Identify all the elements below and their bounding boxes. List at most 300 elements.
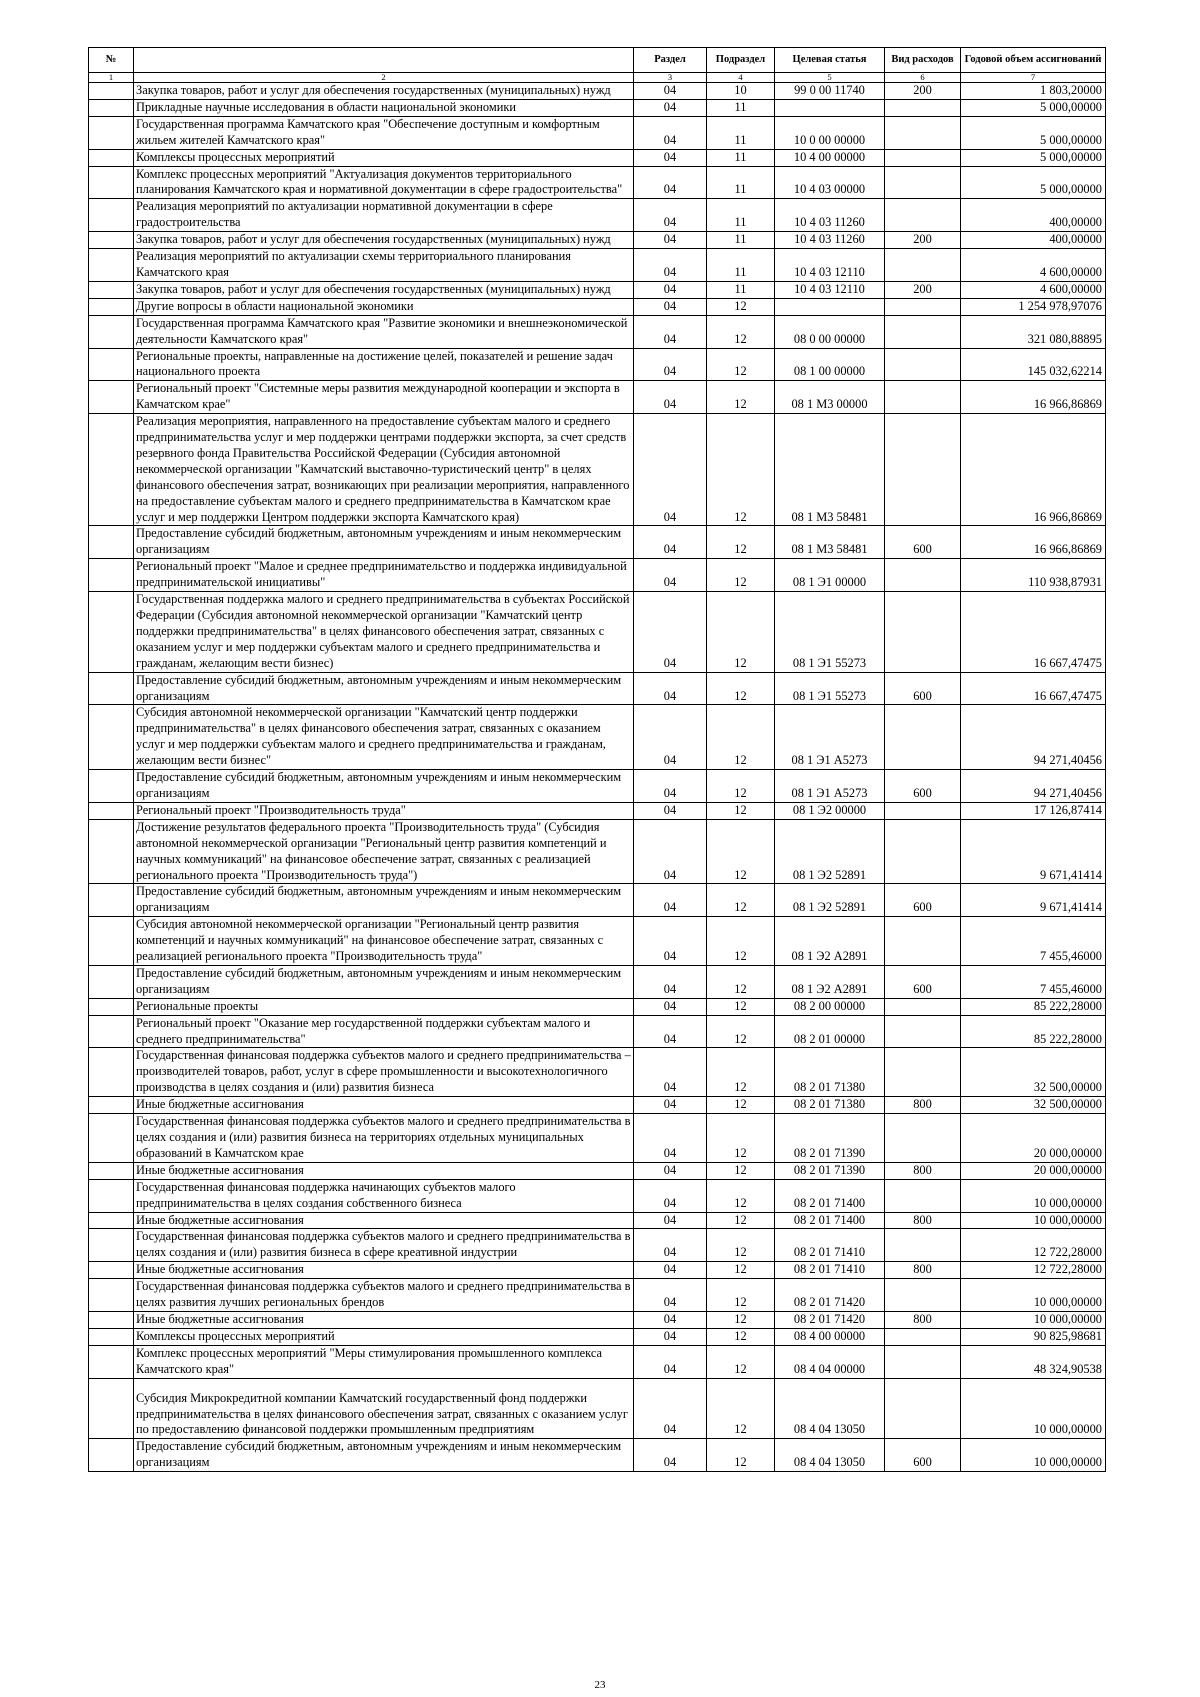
target-cell: 08 1 М3 00000 bbox=[775, 381, 885, 414]
table-body bbox=[89, 83, 1106, 1472]
header-number-2: 2 bbox=[134, 73, 634, 83]
header-target: Целевая статья bbox=[775, 48, 885, 73]
header-number-4: 4 bbox=[707, 73, 775, 83]
table-row bbox=[89, 166, 1106, 199]
num-cell bbox=[89, 1229, 134, 1262]
podrazdel-cell: 11 bbox=[707, 281, 775, 298]
num-cell bbox=[89, 281, 134, 298]
num-cell bbox=[89, 232, 134, 249]
vid-cell bbox=[885, 802, 961, 819]
target-cell: 08 2 01 71390 bbox=[775, 1114, 885, 1163]
name-cell: Предоставление субсидий бюджетным, автономным учреждениям и иным некоммерческим организациям bbox=[134, 1439, 634, 1472]
target-cell: 08 4 04 00000 bbox=[775, 1345, 885, 1378]
amount-cell: 16 667,47475 bbox=[961, 672, 1106, 705]
vid-cell bbox=[885, 1345, 961, 1378]
vid-cell: 800 bbox=[885, 1162, 961, 1179]
num-cell bbox=[89, 298, 134, 315]
header-number-3: 3 bbox=[634, 73, 707, 83]
table-row bbox=[89, 965, 1106, 998]
table-row bbox=[89, 1311, 1106, 1328]
podrazdel-cell: 12 bbox=[707, 348, 775, 381]
razdel-cell: 04 bbox=[634, 1097, 707, 1114]
num-cell bbox=[89, 1162, 134, 1179]
podrazdel-cell: 12 bbox=[707, 802, 775, 819]
name-cell: Достижение результатов федерального проекта "Производительность труда" (Субсидия автономной некоммерческой организации "Региональный центр развития компетенций и научных коммуникаций" на финансовое обеспечение затрат, связанных с реализацией регионального проекта "Производительность труда") bbox=[134, 819, 634, 884]
table-row bbox=[89, 1328, 1106, 1345]
razdel-cell: 04 bbox=[634, 1439, 707, 1472]
num-cell bbox=[89, 1262, 134, 1279]
table-row bbox=[89, 1097, 1106, 1114]
amount-cell: 10 000,00000 bbox=[961, 1279, 1106, 1312]
amount-cell: 4 600,00000 bbox=[961, 281, 1106, 298]
name-cell: Комплексы процессных мероприятий bbox=[134, 1328, 634, 1345]
table-row bbox=[89, 116, 1106, 149]
page-number: 23 bbox=[594, 1679, 606, 1691]
vid-cell bbox=[885, 315, 961, 348]
table-row bbox=[89, 1439, 1106, 1472]
num-cell bbox=[89, 1311, 134, 1328]
target-cell: 08 4 00 00000 bbox=[775, 1328, 885, 1345]
target-cell: 10 4 03 00000 bbox=[775, 166, 885, 199]
razdel-cell: 04 bbox=[634, 1311, 707, 1328]
num-cell bbox=[89, 1378, 134, 1439]
razdel-cell: 04 bbox=[634, 965, 707, 998]
amount-cell: 321 080,88895 bbox=[961, 315, 1106, 348]
header-number-6: 6 bbox=[885, 73, 961, 83]
target-cell: 08 1 М3 58481 bbox=[775, 414, 885, 526]
vid-cell bbox=[885, 381, 961, 414]
razdel-cell: 04 bbox=[634, 1179, 707, 1212]
vid-cell bbox=[885, 1048, 961, 1097]
num-cell bbox=[89, 249, 134, 282]
target-cell bbox=[775, 298, 885, 315]
name-cell: Предоставление субсидий бюджетным, автономным учреждениям и иным некоммерческим организациям bbox=[134, 965, 634, 998]
header-podrazdel: Подраздел bbox=[707, 48, 775, 73]
table-row bbox=[89, 149, 1106, 166]
razdel-cell: 04 bbox=[634, 99, 707, 116]
table-row bbox=[89, 802, 1106, 819]
amount-cell: 10 000,00000 bbox=[961, 1212, 1106, 1229]
vid-cell bbox=[885, 1179, 961, 1212]
amount-cell: 1 803,20000 bbox=[961, 83, 1106, 100]
razdel-cell: 04 bbox=[634, 802, 707, 819]
table-row bbox=[89, 819, 1106, 884]
amount-cell: 16 966,86869 bbox=[961, 526, 1106, 559]
header-name bbox=[134, 48, 634, 73]
vid-cell bbox=[885, 1378, 961, 1439]
name-cell: Реализация мероприятий по актуализации нормативной документации в сфере градостроительства bbox=[134, 199, 634, 232]
table-row bbox=[89, 348, 1106, 381]
vid-cell bbox=[885, 559, 961, 592]
num-cell bbox=[89, 83, 134, 100]
vid-cell bbox=[885, 1114, 961, 1163]
razdel-cell: 04 bbox=[634, 1048, 707, 1097]
num-cell bbox=[89, 1328, 134, 1345]
razdel-cell: 04 bbox=[634, 1162, 707, 1179]
razdel-cell: 04 bbox=[634, 592, 707, 673]
name-cell: Иные бюджетные ассигнования bbox=[134, 1262, 634, 1279]
name-cell: Государственная финансовая поддержка субъектов малого и среднего предпринимательства в целях развития лучших региональных брендов bbox=[134, 1279, 634, 1312]
table-header-numbers-row bbox=[89, 73, 1106, 83]
header-number-7: 7 bbox=[961, 73, 1106, 83]
target-cell bbox=[775, 99, 885, 116]
target-cell: 08 1 Э1 А5273 bbox=[775, 705, 885, 770]
name-cell: Государственная финансовая поддержка субъектов малого и среднего предпринимательства в целях создания и (или) развития бизнеса на территориях отдельных муниципальных образований в Камчатском крае bbox=[134, 1114, 634, 1163]
podrazdel-cell: 12 bbox=[707, 1345, 775, 1378]
amount-cell: 94 271,40456 bbox=[961, 770, 1106, 803]
amount-cell: 20 000,00000 bbox=[961, 1162, 1106, 1179]
razdel-cell: 04 bbox=[634, 1015, 707, 1048]
podrazdel-cell: 12 bbox=[707, 672, 775, 705]
num-cell bbox=[89, 1114, 134, 1163]
podrazdel-cell: 12 bbox=[707, 705, 775, 770]
razdel-cell: 04 bbox=[634, 770, 707, 803]
target-cell: 10 0 00 00000 bbox=[775, 116, 885, 149]
amount-cell: 7 455,46000 bbox=[961, 917, 1106, 966]
podrazdel-cell: 12 bbox=[707, 1229, 775, 1262]
razdel-cell: 04 bbox=[634, 559, 707, 592]
target-cell: 08 1 Э1 А5273 bbox=[775, 770, 885, 803]
vid-cell bbox=[885, 166, 961, 199]
razdel-cell: 04 bbox=[634, 1229, 707, 1262]
razdel-cell: 04 bbox=[634, 998, 707, 1015]
podrazdel-cell: 12 bbox=[707, 819, 775, 884]
razdel-cell: 04 bbox=[634, 249, 707, 282]
podrazdel-cell: 12 bbox=[707, 559, 775, 592]
table-header-row bbox=[89, 48, 1106, 73]
razdel-cell: 04 bbox=[634, 199, 707, 232]
razdel-cell: 04 bbox=[634, 315, 707, 348]
name-cell: Региональный проект "Производительность труда" bbox=[134, 802, 634, 819]
podrazdel-cell: 12 bbox=[707, 965, 775, 998]
vid-cell: 600 bbox=[885, 884, 961, 917]
num-cell bbox=[89, 705, 134, 770]
vid-cell: 600 bbox=[885, 965, 961, 998]
num-cell bbox=[89, 199, 134, 232]
amount-cell: 85 222,28000 bbox=[961, 998, 1106, 1015]
vid-cell bbox=[885, 414, 961, 526]
amount-cell: 10 000,00000 bbox=[961, 1378, 1106, 1439]
vid-cell bbox=[885, 99, 961, 116]
podrazdel-cell: 11 bbox=[707, 199, 775, 232]
num-cell bbox=[89, 770, 134, 803]
num-cell bbox=[89, 348, 134, 381]
podrazdel-cell: 11 bbox=[707, 149, 775, 166]
vid-cell bbox=[885, 819, 961, 884]
razdel-cell: 04 bbox=[634, 116, 707, 149]
podrazdel-cell: 12 bbox=[707, 770, 775, 803]
table-row bbox=[89, 1229, 1106, 1262]
amount-cell: 20 000,00000 bbox=[961, 1114, 1106, 1163]
vid-cell: 600 bbox=[885, 1439, 961, 1472]
razdel-cell: 04 bbox=[634, 166, 707, 199]
podrazdel-cell: 12 bbox=[707, 1311, 775, 1328]
name-cell: Закупка товаров, работ и услуг для обеспечения государственных (муниципальных) нужд bbox=[134, 281, 634, 298]
name-cell: Реализация мероприятий по актуализации схемы территориального планирования Камчатского края bbox=[134, 249, 634, 282]
vid-cell bbox=[885, 199, 961, 232]
target-cell: 08 4 04 13050 bbox=[775, 1439, 885, 1472]
table-row bbox=[89, 592, 1106, 673]
podrazdel-cell: 12 bbox=[707, 998, 775, 1015]
num-cell bbox=[89, 381, 134, 414]
table-row bbox=[89, 672, 1106, 705]
target-cell: 08 1 Э2 А2891 bbox=[775, 917, 885, 966]
budget-table bbox=[88, 47, 1106, 1472]
podrazdel-cell: 11 bbox=[707, 99, 775, 116]
target-cell: 10 4 03 11260 bbox=[775, 232, 885, 249]
amount-cell: 5 000,00000 bbox=[961, 116, 1106, 149]
table-row bbox=[89, 249, 1106, 282]
name-cell: Комплексы процессных мероприятий bbox=[134, 149, 634, 166]
vid-cell bbox=[885, 149, 961, 166]
podrazdel-cell: 12 bbox=[707, 1439, 775, 1472]
podrazdel-cell: 12 bbox=[707, 592, 775, 673]
razdel-cell: 04 bbox=[634, 232, 707, 249]
name-cell: Региональный проект "Оказание мер государственной поддержки субъектам малого и среднего предпринимательства" bbox=[134, 1015, 634, 1048]
amount-cell: 10 000,00000 bbox=[961, 1439, 1106, 1472]
podrazdel-cell: 12 bbox=[707, 526, 775, 559]
target-cell: 08 0 00 00000 bbox=[775, 315, 885, 348]
target-cell: 08 2 01 71410 bbox=[775, 1229, 885, 1262]
name-cell: Предоставление субсидий бюджетным, автономным учреждениям и иным некоммерческим организациям bbox=[134, 526, 634, 559]
amount-cell: 17 126,87414 bbox=[961, 802, 1106, 819]
name-cell: Закупка товаров, работ и услуг для обеспечения государственных (муниципальных) нужд bbox=[134, 232, 634, 249]
header-num: № bbox=[89, 48, 134, 73]
name-cell: Государственная финансовая поддержка субъектов малого и среднего предпринимательства – производителей товаров, работ, услуг в сфере промышленности и высокотехнологичного производства в целях создания и (или) развития бизнеса bbox=[134, 1048, 634, 1097]
table-row bbox=[89, 526, 1106, 559]
table-row bbox=[89, 770, 1106, 803]
vid-cell bbox=[885, 1229, 961, 1262]
razdel-cell: 04 bbox=[634, 1345, 707, 1378]
num-cell bbox=[89, 592, 134, 673]
podrazdel-cell: 12 bbox=[707, 1378, 775, 1439]
amount-cell: 145 032,62214 bbox=[961, 348, 1106, 381]
table-row bbox=[89, 315, 1106, 348]
razdel-cell: 04 bbox=[634, 705, 707, 770]
target-cell: 08 1 00 00000 bbox=[775, 348, 885, 381]
razdel-cell: 04 bbox=[634, 884, 707, 917]
budget-table-sheet bbox=[88, 47, 1105, 1472]
name-cell: Иные бюджетные ассигнования bbox=[134, 1212, 634, 1229]
amount-cell: 10 000,00000 bbox=[961, 1311, 1106, 1328]
num-cell bbox=[89, 1439, 134, 1472]
num-cell bbox=[89, 1279, 134, 1312]
vid-cell: 600 bbox=[885, 672, 961, 705]
table-row bbox=[89, 1345, 1106, 1378]
num-cell bbox=[89, 819, 134, 884]
amount-cell: 1 254 978,97076 bbox=[961, 298, 1106, 315]
podrazdel-cell: 12 bbox=[707, 1328, 775, 1345]
name-cell: Другие вопросы в области национальной экономики bbox=[134, 298, 634, 315]
amount-cell: 94 271,40456 bbox=[961, 705, 1106, 770]
table-row bbox=[89, 1114, 1106, 1163]
header-amount: Годовой объем ассигнований bbox=[961, 48, 1106, 73]
header-number-1: 1 bbox=[89, 73, 134, 83]
target-cell: 08 2 01 71420 bbox=[775, 1279, 885, 1312]
target-cell: 10 4 03 12110 bbox=[775, 249, 885, 282]
table-row bbox=[89, 414, 1106, 526]
amount-cell: 16 966,86869 bbox=[961, 381, 1106, 414]
amount-cell: 16 667,47475 bbox=[961, 592, 1106, 673]
amount-cell: 12 722,28000 bbox=[961, 1262, 1106, 1279]
amount-cell: 5 000,00000 bbox=[961, 99, 1106, 116]
vid-cell: 200 bbox=[885, 232, 961, 249]
amount-cell: 48 324,90538 bbox=[961, 1345, 1106, 1378]
target-cell: 08 1 М3 58481 bbox=[775, 526, 885, 559]
num-cell bbox=[89, 149, 134, 166]
num-cell bbox=[89, 315, 134, 348]
razdel-cell: 04 bbox=[634, 83, 707, 100]
amount-cell: 110 938,87931 bbox=[961, 559, 1106, 592]
name-cell: Иные бюджетные ассигнования bbox=[134, 1097, 634, 1114]
num-cell bbox=[89, 166, 134, 199]
target-cell: 10 4 00 00000 bbox=[775, 149, 885, 166]
vid-cell: 800 bbox=[885, 1097, 961, 1114]
podrazdel-cell: 12 bbox=[707, 414, 775, 526]
podrazdel-cell: 12 bbox=[707, 1179, 775, 1212]
name-cell: Прикладные научные исследования в области национальной экономики bbox=[134, 99, 634, 116]
podrazdel-cell: 10 bbox=[707, 83, 775, 100]
target-cell: 08 2 01 71380 bbox=[775, 1097, 885, 1114]
podrazdel-cell: 12 bbox=[707, 381, 775, 414]
razdel-cell: 04 bbox=[634, 1262, 707, 1279]
num-cell bbox=[89, 559, 134, 592]
name-cell: Иные бюджетные ассигнования bbox=[134, 1311, 634, 1328]
razdel-cell: 04 bbox=[634, 414, 707, 526]
num-cell bbox=[89, 802, 134, 819]
amount-cell: 32 500,00000 bbox=[961, 1097, 1106, 1114]
podrazdel-cell: 12 bbox=[707, 298, 775, 315]
amount-cell: 5 000,00000 bbox=[961, 166, 1106, 199]
vid-cell bbox=[885, 116, 961, 149]
amount-cell: 9 671,41414 bbox=[961, 819, 1106, 884]
num-cell bbox=[89, 1179, 134, 1212]
target-cell: 08 1 Э1 55273 bbox=[775, 592, 885, 673]
target-cell: 10 4 03 12110 bbox=[775, 281, 885, 298]
target-cell: 08 1 Э2 А2891 bbox=[775, 965, 885, 998]
table-row bbox=[89, 381, 1106, 414]
name-cell: Реализация мероприятия, направленного на предоставление субъектам малого и среднего предпринимательства услуг и мер поддержки центрами поддержки экспорта, за счет средств резервного фонда Правительства Российской Федерации (Субсидия автономной некоммерческой организации "Камчатский выставочно-туристический центр" в целях финансового обеспечения затрат, возникающих при реализации мероприятия, направленного на предоставление субъектам малого и среднего предпринимательства в Камчатском крае услуг и мер поддержки Центром поддержки экспорта Камчатского края) bbox=[134, 414, 634, 526]
table-row bbox=[89, 1212, 1106, 1229]
podrazdel-cell: 12 bbox=[707, 1262, 775, 1279]
name-cell: Субсидия автономной некоммерческой организации "Камчатский центр поддержки предпринимательства" в целях финансового обеспечения затрат, связанных с оказанием услуг и мер поддержки субъектам малого и среднего предпринимательства и гражданам, желающим вести бизнес" bbox=[134, 705, 634, 770]
razdel-cell: 04 bbox=[634, 1378, 707, 1439]
name-cell: Закупка товаров, работ и услуг для обеспечения государственных (муниципальных) нужд bbox=[134, 83, 634, 100]
name-cell: Комплекс процессных мероприятий "Меры стимулирования промышленного комплекса Камчатского края" bbox=[134, 1345, 634, 1378]
name-cell: Государственная финансовая поддержка субъектов малого и среднего предпринимательства в целях создания и (или) развития бизнеса в сфере креативной индустрии bbox=[134, 1229, 634, 1262]
table-row bbox=[89, 1015, 1106, 1048]
vid-cell bbox=[885, 998, 961, 1015]
target-cell: 08 2 01 71400 bbox=[775, 1179, 885, 1212]
amount-cell: 9 671,41414 bbox=[961, 884, 1106, 917]
razdel-cell: 04 bbox=[634, 1279, 707, 1312]
razdel-cell: 04 bbox=[634, 672, 707, 705]
table-row bbox=[89, 281, 1106, 298]
table-row bbox=[89, 83, 1106, 100]
num-cell bbox=[89, 1097, 134, 1114]
podrazdel-cell: 12 bbox=[707, 315, 775, 348]
amount-cell: 10 000,00000 bbox=[961, 1179, 1106, 1212]
podrazdel-cell: 12 bbox=[707, 884, 775, 917]
table-row bbox=[89, 884, 1106, 917]
razdel-cell: 04 bbox=[634, 1212, 707, 1229]
podrazdel-cell: 11 bbox=[707, 232, 775, 249]
target-cell: 08 1 Э2 52891 bbox=[775, 819, 885, 884]
vid-cell bbox=[885, 1328, 961, 1345]
amount-cell: 85 222,28000 bbox=[961, 1015, 1106, 1048]
table-row bbox=[89, 1048, 1106, 1097]
amount-cell: 16 966,86869 bbox=[961, 414, 1106, 526]
vid-cell bbox=[885, 1015, 961, 1048]
target-cell: 10 4 03 11260 bbox=[775, 199, 885, 232]
vid-cell bbox=[885, 298, 961, 315]
vid-cell: 200 bbox=[885, 281, 961, 298]
table-row bbox=[89, 199, 1106, 232]
name-cell: Государственная поддержка малого и среднего предпринимательства в субъектах Российской Федерации (Субсидия автономной некоммерческой организации "Камчатский центр поддержки предпринимательства" в целях финансового обеспечения затрат, связанных с оказанием услуг и мер поддержки субъектам малого и среднего предпринимательства и гражданам, желающим вести бизнес) bbox=[134, 592, 634, 673]
podrazdel-cell: 11 bbox=[707, 116, 775, 149]
table-row bbox=[89, 1279, 1106, 1312]
table-row bbox=[89, 1179, 1106, 1212]
vid-cell: 800 bbox=[885, 1311, 961, 1328]
podrazdel-cell: 11 bbox=[707, 249, 775, 282]
target-cell: 08 2 01 71390 bbox=[775, 1162, 885, 1179]
target-cell: 08 2 01 71420 bbox=[775, 1311, 885, 1328]
amount-cell: 32 500,00000 bbox=[961, 1048, 1106, 1097]
podrazdel-cell: 12 bbox=[707, 1097, 775, 1114]
razdel-cell: 04 bbox=[634, 149, 707, 166]
num-cell bbox=[89, 884, 134, 917]
razdel-cell: 04 bbox=[634, 298, 707, 315]
num-cell bbox=[89, 116, 134, 149]
name-cell: Иные бюджетные ассигнования bbox=[134, 1162, 634, 1179]
podrazdel-cell: 12 bbox=[707, 1279, 775, 1312]
vid-cell bbox=[885, 1279, 961, 1312]
podrazdel-cell: 12 bbox=[707, 1212, 775, 1229]
table-row bbox=[89, 705, 1106, 770]
vid-cell: 600 bbox=[885, 526, 961, 559]
num-cell bbox=[89, 1345, 134, 1378]
table-row bbox=[89, 917, 1106, 966]
amount-cell: 400,00000 bbox=[961, 232, 1106, 249]
razdel-cell: 04 bbox=[634, 381, 707, 414]
name-cell: Субсидия автономной некоммерческой организации "Региональный центр развития компетенций и научных коммуникаций" на финансовое обеспечение затрат, связанных с реализацией регионального проекта "Производительность труда" bbox=[134, 917, 634, 966]
name-cell: Региональные проекты, направленные на достижение целей, показателей и решение задач национального проекта bbox=[134, 348, 634, 381]
table-row bbox=[89, 998, 1106, 1015]
vid-cell bbox=[885, 705, 961, 770]
razdel-cell: 04 bbox=[634, 281, 707, 298]
podrazdel-cell: 12 bbox=[707, 1048, 775, 1097]
vid-cell bbox=[885, 592, 961, 673]
amount-cell: 90 825,98681 bbox=[961, 1328, 1106, 1345]
razdel-cell: 04 bbox=[634, 819, 707, 884]
podrazdel-cell: 12 bbox=[707, 1015, 775, 1048]
table-row bbox=[89, 1378, 1106, 1439]
num-cell bbox=[89, 672, 134, 705]
target-cell: 08 1 Э2 52891 bbox=[775, 884, 885, 917]
vid-cell bbox=[885, 249, 961, 282]
table-row bbox=[89, 232, 1106, 249]
vid-cell: 600 bbox=[885, 770, 961, 803]
vid-cell: 200 bbox=[885, 83, 961, 100]
target-cell: 08 1 Э2 00000 bbox=[775, 802, 885, 819]
amount-cell: 7 455,46000 bbox=[961, 965, 1106, 998]
vid-cell bbox=[885, 348, 961, 381]
razdel-cell: 04 bbox=[634, 526, 707, 559]
podrazdel-cell: 12 bbox=[707, 1114, 775, 1163]
target-cell: 99 0 00 11740 bbox=[775, 83, 885, 100]
name-cell: Региональный проект "Малое и среднее предпринимательство и поддержка индивидуальной предпринимательской инициативы" bbox=[134, 559, 634, 592]
header-razdel: Раздел bbox=[634, 48, 707, 73]
